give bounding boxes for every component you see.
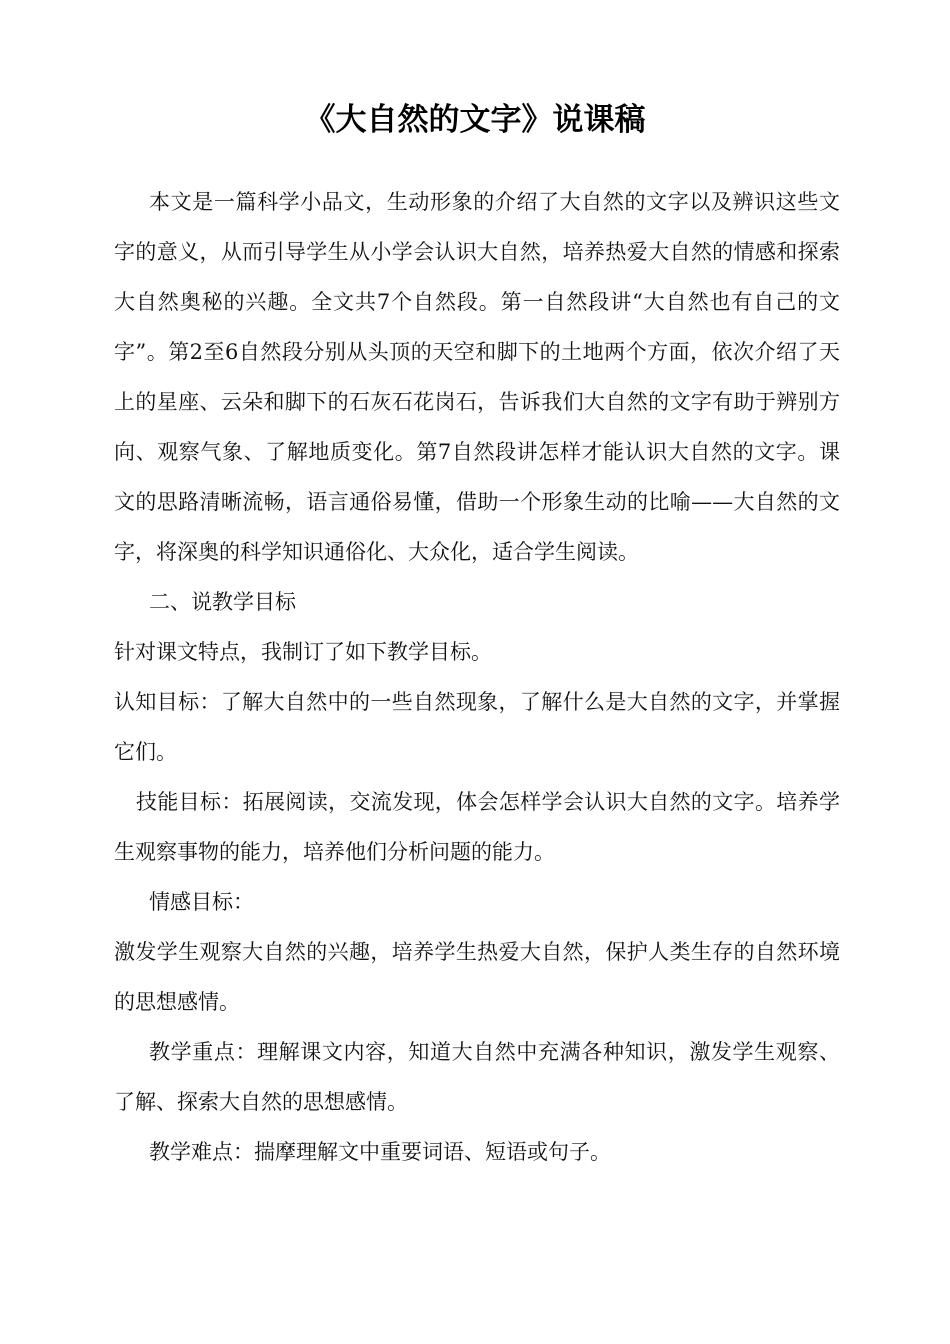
paragraph-emotion-goal-label: 情感目标： — [149, 890, 254, 914]
paragraph-goals-intro: 针对课文特点，我制订了如下教学目标。 — [114, 640, 492, 664]
paragraph-teaching-difficulty: 教学难点：揣摩理解文中重要词语、短语或句子。 — [149, 1140, 611, 1164]
document-title: 《大自然的文字》说课稿 — [304, 102, 646, 138]
section-heading-teaching-goals: 二、说教学目标 — [149, 590, 296, 614]
paragraph-teaching-focus: 教学重点：理解课文内容，知道大自然中充满各种知识，激发学生观察、了解、探索大自然的思想感情。 — [114, 1040, 840, 1114]
paragraph-skill-goal: 技能目标：拓展阅读，交流发现，体会怎样学会认识大自然的文字。培养学生观察事物的能力，培养他们分析问题的能力。 — [114, 790, 840, 864]
paragraph-intro: 本文是一篇科学小品文，生动形象的介绍了大自然的文字以及辨识这些文字的意义，从而引导学生从小学会认识大自然，培养热爱大自然的情感和探索大自然奥秘的兴趣。全文共7个自然段。第一自然段讲“大自然也有自己的文字”。第2至6自然段分别从头顶的天空和脚下的土地两个方面，依次介绍了天上的星座、云朵和脚下的石灰石花岗石，告诉我们大自然的文字有助于辨别方向、观察气象、了解地质变化。第7自然段讲怎样才能认识大自然的文字。课文的思路清晰流畅，语言通俗易懂，借助一个形象生动的比喻——大自然的文字，将深奥的科学知识通俗化、大众化，适合学生阅读。 — [114, 190, 840, 564]
paragraph-cognitive-goal: 认知目标：了解大自然中的一些自然现象，了解什么是大自然的文字，并掌握它们。 — [114, 690, 840, 764]
paragraph-emotion-goal: 激发学生观察大自然的兴趣，培养学生热爱大自然，保护人类生存的自然环境的思想感情。 — [114, 940, 840, 1014]
document-body — [114, 177, 840, 1177]
